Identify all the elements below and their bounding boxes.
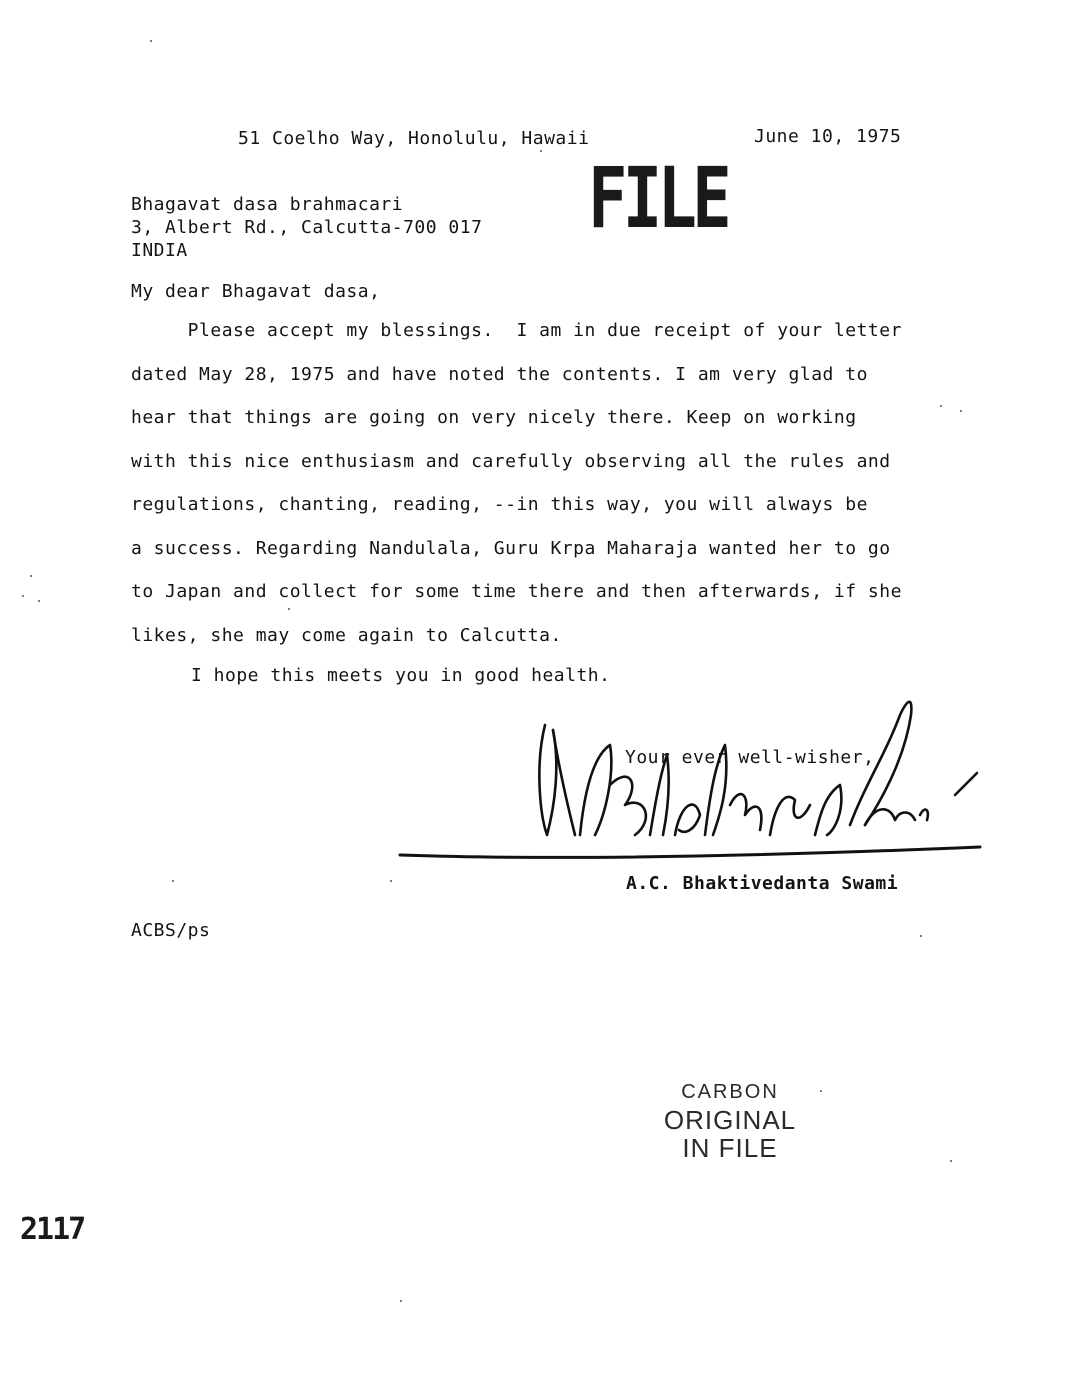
body-line: hear that things are going on very nicely there. Keep on working — [131, 407, 857, 428]
body-line: a success. Regarding Nandulala, Guru Krpa Maharaja wanted her to go — [131, 537, 891, 559]
file-stamp: FILE — [588, 149, 728, 247]
carbon-original-stamp — [640, 1078, 820, 1162]
letter-date: June 10, 1975 — [754, 126, 902, 147]
stamp-line-carbon: CARBON — [681, 1081, 779, 1103]
stamp-line-in-file: IN FILE — [682, 1133, 778, 1163]
handwritten-signature — [395, 685, 985, 875]
recipient-block — [131, 193, 482, 262]
body-line: dated May 28, 1975 and have noted the contents. I am very glad to — [131, 363, 868, 385]
valediction: Your ever well-wisher, — [625, 747, 875, 768]
body-line: regulations, chanting, reading, --in this way, you will always be — [131, 494, 868, 515]
body-line: to Japan and collect for some time there and then afterwards, if she — [131, 581, 902, 602]
stamp-line-original: ORIGINAL — [663, 1105, 797, 1135]
signature-name: A.C. Bhaktivedanta Swami — [626, 873, 899, 894]
body-line: Please accept my blessings. I am in due receipt of your letter — [131, 320, 902, 341]
recipient-name: Bhagavat dasa brahmacari — [131, 194, 404, 215]
recipient-country: INDIA — [131, 240, 188, 261]
reference-initials: ACBS/ps — [131, 920, 211, 941]
body-line: with this nice enthusiasm and carefully observing all the rules and — [131, 450, 891, 472]
body-line: likes, she may come again to Calcutta. — [131, 624, 562, 646]
salutation: My dear Bhagavat dasa, — [131, 281, 381, 302]
sender-address: 51 Coelho Way, Honolulu, Hawaii — [238, 128, 590, 149]
page-number-mark: 2117 — [20, 1212, 85, 1247]
letter-body — [131, 320, 931, 668]
recipient-street: 3, Albert Rd., Calcutta-700 017 — [131, 217, 483, 238]
closing-line: I hope this meets you in good health. — [191, 665, 611, 686]
